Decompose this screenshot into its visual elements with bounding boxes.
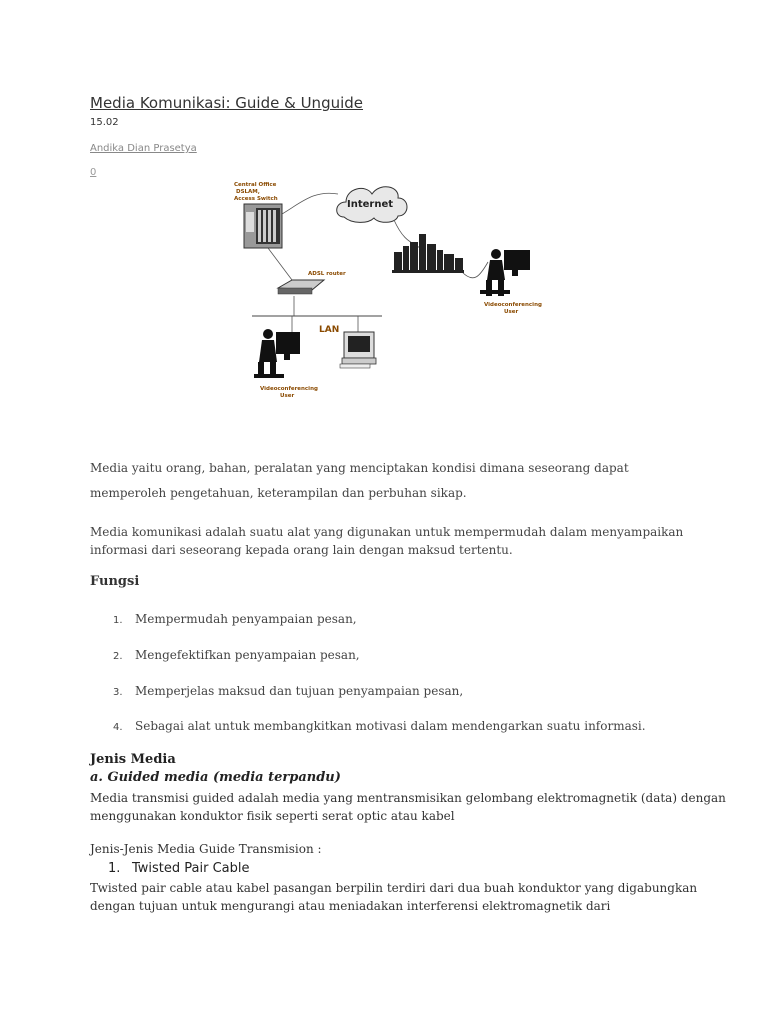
list-item xyxy=(113,648,360,662)
adsl-router-icon xyxy=(278,280,324,294)
list-text: Memperjelas maksud dan tujuan penyampaian pesan, xyxy=(135,684,464,698)
heading-fungsi: Fungsi xyxy=(90,574,140,589)
post-title[interactable]: Media Komunikasi: Guide & Unguide xyxy=(90,94,364,112)
central-office-icon xyxy=(244,204,282,248)
paragraph-media-definition: Media yaitu orang, bahan, peralatan yang menciptakan kondisi dimana seseorang dapat memperoleh pengetahuan, keterampilan dan perbuhan sikap. xyxy=(90,461,629,500)
list-number: 1. xyxy=(113,615,123,626)
list-item xyxy=(113,719,646,733)
central-office-label-1: Central Office xyxy=(234,182,277,188)
user-right-icon xyxy=(480,249,530,296)
desktop-computer-icon xyxy=(340,332,376,368)
user-left-icon xyxy=(254,329,300,378)
internet-label: Internet xyxy=(347,199,394,210)
list-number: 3. xyxy=(113,687,123,698)
network-diagram xyxy=(222,172,552,404)
list-number: 1. xyxy=(108,861,121,876)
central-office-label-3: Access Switch xyxy=(234,196,278,202)
central-office-label-2: DSLAM, xyxy=(236,189,260,195)
list-text: Twisted Pair Cable xyxy=(132,861,250,876)
paragraph-media-komunikasi: Media komunikasi adalah suatu alat yang digunakan untuk mempermudah dalam menyampaikan informasi dari seseorang kepada orang lain dengan maksud tertentu. xyxy=(90,525,684,557)
paragraph-twisted-pair: Twisted pair cable atau kabel pasangan berpilin terdiri dari dua buah konduktor yang digabungkan dengan tujuan untuk mengurangi atau meniadakan interferensi elektromagnetik dari xyxy=(90,881,698,913)
lan-label: LAN xyxy=(319,325,340,335)
list-text: Sebagai alat untuk membangkitkan motivasi dalam mendengarkan suatu informasi. xyxy=(135,719,646,733)
paragraph-jenis-guide: Jenis-Jenis Media Guide Transmision : xyxy=(90,842,322,856)
user-right-label-1: Videoconferencing xyxy=(484,302,542,308)
user-left-label-2: User xyxy=(280,393,295,399)
list-number: 2. xyxy=(113,651,123,662)
adsl-router-label: ADSL router xyxy=(308,271,346,277)
heading-guided-media: a. Guided media (media terpandu) xyxy=(90,770,341,785)
list-text: Mempermudah penyampaian pesan, xyxy=(135,612,357,626)
comment-count-link[interactable]: 0 xyxy=(90,167,97,178)
list-text: Mengefektifkan penyampaian pesan, xyxy=(135,648,360,662)
user-left-label-1: Videoconferencing xyxy=(260,386,318,392)
post-time: 15.02 xyxy=(90,117,119,128)
list-item-twisted-pair xyxy=(108,861,250,876)
list-item xyxy=(113,612,357,626)
list-item xyxy=(113,684,463,698)
heading-jenis-media: Jenis Media xyxy=(90,752,176,767)
list-number: 4. xyxy=(113,722,123,733)
author-link[interactable]: Andika Dian Prasetya xyxy=(90,143,197,154)
city-skyline-icon xyxy=(392,234,464,273)
user-right-label-2: User xyxy=(504,309,519,315)
paragraph-guided-definition: Media transmisi guided adalah media yang mentransmisikan gelombang elektromagnetik (data) dengan menggunakan konduktor fisik seperti serat optic atau kabel xyxy=(90,791,726,823)
